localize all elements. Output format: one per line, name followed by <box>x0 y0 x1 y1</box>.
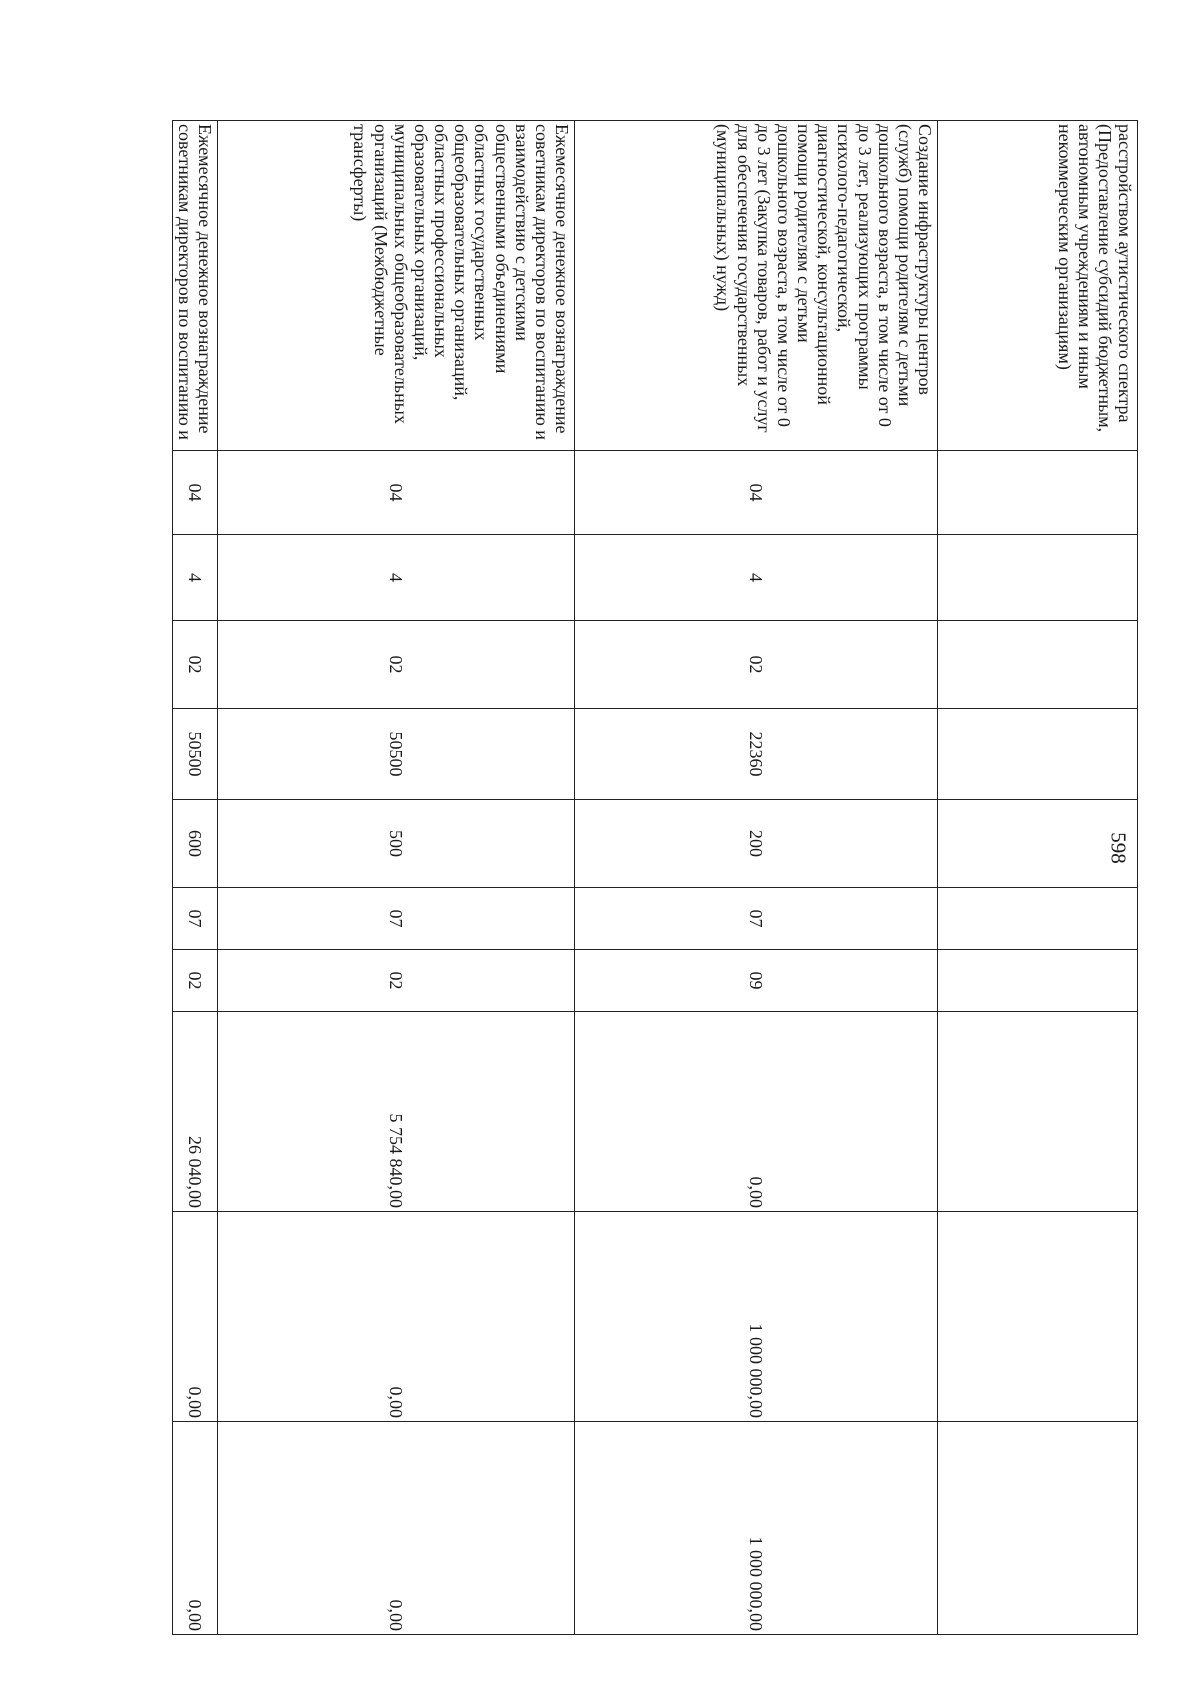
code-cell <box>938 535 1138 621</box>
row-description: расстройством аутистического спектра (Предоставление субсидий бюджетным, автономным учреждениям и иным некоммерческим организациям) <box>938 121 1138 451</box>
code-cell <box>938 950 1138 1012</box>
code-cell <box>938 800 1138 888</box>
code-cell: 02 <box>172 950 217 1012</box>
code-cell: 07 <box>172 888 217 950</box>
code-cell: 500 <box>218 800 575 888</box>
code-cell: 04 <box>218 451 575 535</box>
row-description: Создание инфраструктуры центров (служб) помощи родителям с детьми дошкольного возраста, в том числе от 0 до 3 лет, реализующих программы психолого-педагогической, диагностической, консультационной помощи родителям с детьми дошкольного возраста, в том числе от 0 до 3 лет (Закупка товаров, работ и услуг для обеспечения государственных (муниципальных) нужд) <box>575 121 938 451</box>
amount-cell: 0,00 <box>218 1212 575 1422</box>
code-cell: 09 <box>575 950 938 1012</box>
code-cell: 02 <box>172 621 217 709</box>
amount-cell: 1 000 000,00 <box>575 1422 938 1635</box>
page-number: 598 <box>1106 832 1131 864</box>
table-row <box>575 121 938 1635</box>
budget-table <box>174 120 1138 1634</box>
amount-cell: 0,00 <box>575 1012 938 1212</box>
table-row <box>938 121 1138 1635</box>
code-cell: 4 <box>172 535 217 621</box>
code-cell: 4 <box>218 535 575 621</box>
code-cell <box>938 621 1138 709</box>
code-cell: 04 <box>172 451 217 535</box>
code-cell <box>938 888 1138 950</box>
code-cell: 04 <box>575 451 938 535</box>
code-cell: 200 <box>575 800 938 888</box>
table-row <box>172 121 217 1635</box>
row-description: Ежемесячное денежное вознаграждение советникам директоров по воспитанию и взаимодействию с детскими общественными объединениями областных государственных общеобразовательных организаций, областных профессиональных образовательных организаций, муниципальных общеобразовательных организаций (Межбюджетные трансферты) <box>218 121 575 451</box>
code-cell: 4 <box>575 535 938 621</box>
code-cell: 600 <box>172 800 217 888</box>
code-cell: 02 <box>575 621 938 709</box>
amount-cell <box>938 1422 1138 1635</box>
amount-cell: 0,00 <box>172 1212 217 1422</box>
code-cell: 02 <box>218 621 575 709</box>
amount-cell: 26 040,00 <box>172 1012 217 1212</box>
amount-cell: 5 754 840,00 <box>218 1012 575 1212</box>
code-cell: 50500 <box>218 709 575 800</box>
code-cell: 07 <box>218 888 575 950</box>
amount-cell: 0,00 <box>218 1422 575 1635</box>
code-cell: 22360 <box>575 709 938 800</box>
code-cell <box>938 709 1138 800</box>
row-description: Ежемесячное денежное вознаграждение советникам директоров по воспитанию и <box>172 121 217 451</box>
code-cell <box>938 451 1138 535</box>
code-cell: 02 <box>218 950 575 1012</box>
code-cell: 07 <box>575 888 938 950</box>
amount-cell <box>938 1012 1138 1212</box>
code-cell: 50500 <box>172 709 217 800</box>
table-row <box>218 121 575 1635</box>
amount-cell <box>938 1212 1138 1422</box>
amount-cell: 0,00 <box>172 1422 217 1635</box>
amount-cell: 1 000 000,00 <box>575 1212 938 1422</box>
